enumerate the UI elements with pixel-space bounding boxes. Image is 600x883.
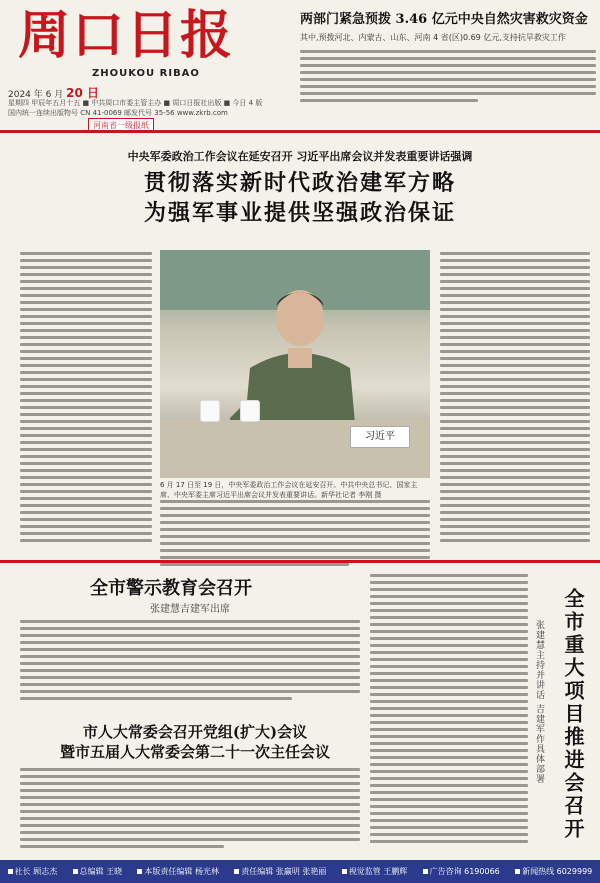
lead-story-title-line1: 贯彻落实新时代政治建军方略 xyxy=(143,170,456,196)
nameplate: 习近平 xyxy=(350,426,410,448)
lead-story-column-left xyxy=(20,252,152,546)
npc-story-body xyxy=(20,768,360,852)
police-story-title[interactable]: 全市警示教育会召开 xyxy=(90,578,252,599)
police-story-subtitle: 张建慧吉建军出席 xyxy=(150,604,230,615)
bullet-icon xyxy=(234,869,239,874)
npc-story-title[interactable] xyxy=(30,722,360,762)
lead-story-photo xyxy=(160,250,430,478)
footer-item: 视觉监管 王鹏辉 xyxy=(342,866,408,877)
masthead xyxy=(0,0,600,130)
police-story-body xyxy=(20,620,360,704)
masthead-divider xyxy=(0,130,600,133)
footer-item: 总编辑 王晓 xyxy=(73,866,123,877)
lead-story-kicker: 中央军委政治工作会议在延安召开 习近平出席会议并发表重要讲话强调 xyxy=(127,150,473,163)
top-story-body xyxy=(300,50,596,120)
npc-story-title-line1: 市人大常委会召开党组(扩大)会议 xyxy=(82,723,308,741)
footer-item: 责任编辑 张赢明 张艳丽 xyxy=(234,866,326,877)
logo-pinyin: ZHOUKOU RIBAO xyxy=(92,68,200,79)
province-badge: 河南省一级报纸 xyxy=(88,118,154,133)
bullet-icon xyxy=(515,869,520,874)
lead-story-title[interactable] xyxy=(0,168,600,228)
top-story-headline[interactable]: 两部门紧急预拨 3.46 亿元中央自然灾害救灾资金 xyxy=(300,12,588,27)
issue-meta-serial: 国内统一连续出版物号 CN 41-0069 邮发代号 35-56 www.zkrb.com xyxy=(8,109,228,117)
issue-date-prefix: 2024 年 6 月 xyxy=(8,90,64,100)
bullet-icon xyxy=(137,869,142,874)
bullet-icon xyxy=(73,869,78,874)
newspaper-logo: 周口日报 xyxy=(18,5,235,66)
footer-item: 广告咨询 6190066 xyxy=(423,866,500,877)
footer-item: 社长 顾志杰 xyxy=(8,866,58,877)
npc-story-title-line2: 暨市五届人大常委会第二十一次主任会议 xyxy=(59,743,330,761)
projects-story-title[interactable]: 全市重大项目推进会召开 xyxy=(561,588,585,841)
tea-cup-icon xyxy=(200,400,220,422)
photo-caption: 6 月 17 日至 19 日，中央军委政治工作会议在延安召开。中共中央总书记、国家主席、中央军委主席习近平出席会议并发表重要讲话。新华社记者 李刚 摄 xyxy=(160,481,418,499)
footer-item: 新闻热线 6029999 xyxy=(515,866,592,877)
projects-story-body xyxy=(370,574,528,847)
top-story-subhead: 其中,预拨河北、内蒙古、山东、河南 4 省(区)0.69 亿元,支持抗旱救灾工作 xyxy=(300,33,566,42)
projects-story-subtitle: 张建慧主持并讲话 吉建军作具体部署 xyxy=(534,620,544,784)
lead-story-title-line2: 为强军事业提供坚强政治保证 xyxy=(143,200,456,226)
lead-story-column-right xyxy=(440,252,590,546)
bullet-icon xyxy=(342,869,347,874)
bullet-icon xyxy=(423,869,428,874)
footer-item: 本版责任编辑 杨光林 xyxy=(137,866,219,877)
tea-cup-icon xyxy=(240,400,260,422)
footer-bar xyxy=(0,860,600,883)
issue-meta: 星期四 甲辰年五月十五 ■ 中共周口市委主管主办 ■ 周口日报社出版 ■ 今日 4 版 xyxy=(8,99,263,107)
issue-date-day: 20 日 xyxy=(66,86,99,100)
section-divider xyxy=(0,560,600,563)
bullet-icon xyxy=(8,869,13,874)
